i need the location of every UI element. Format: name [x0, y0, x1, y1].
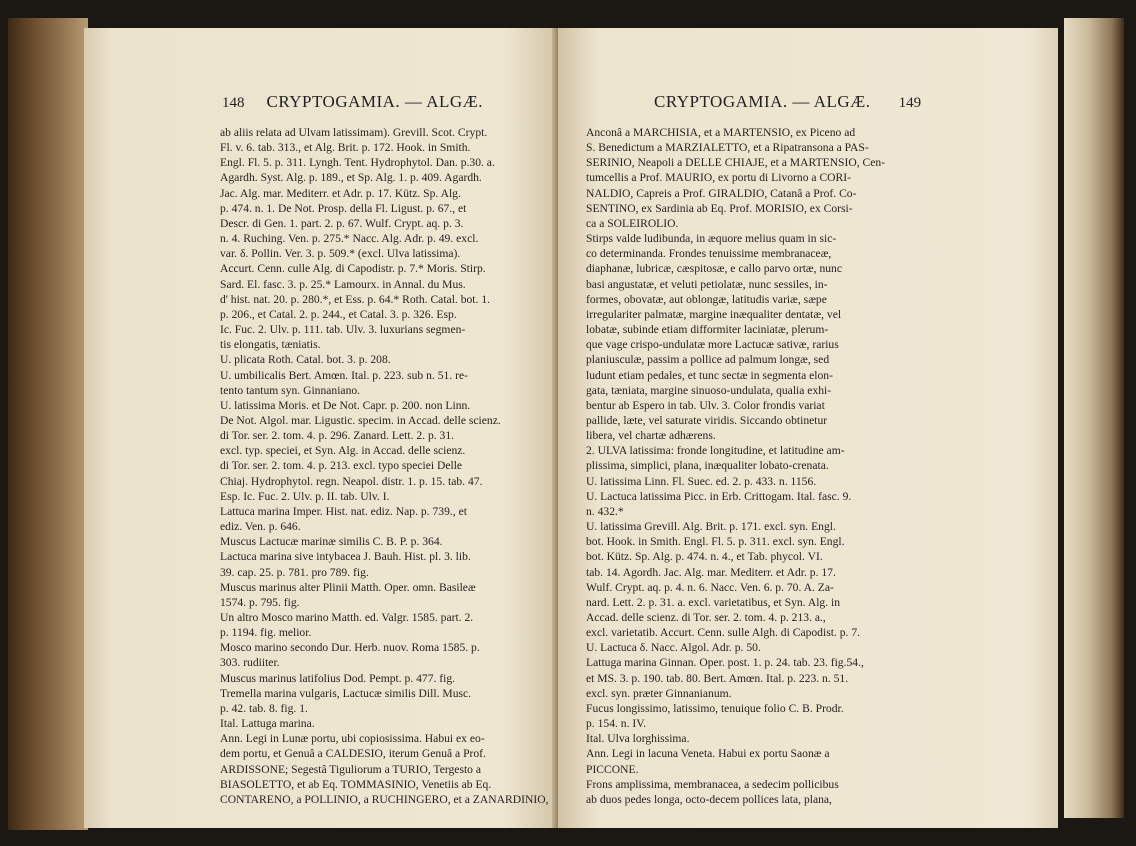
text-line: n. 4. Ruching. Ven. p. 275.* Nacc. Alg. Adr. p. 49. excl.: [220, 232, 479, 246]
text-line: Tremella marina vulgaris, Lactucæ similis Dill. Musc.: [220, 686, 472, 700]
text-line: NALDIO, Capreis a Prof. GIRALDIO, Catanâ a Prof. Co-: [586, 186, 857, 200]
text-line: Muscus Lactucæ marinæ similis C. B. P. p. 364.: [220, 535, 443, 549]
text-line: diaphanæ, lubricæ, cæspitosæ, e callo parvo ortæ, nunc: [586, 262, 842, 276]
text-line: CONTARENO, a POLLINIO, a RUCHINGERO, et a ZANARDINIO,: [220, 792, 549, 806]
text-line: ludunt etiam pedales, et tunc sectæ in segmenta elon-: [586, 368, 833, 382]
text-line: ediz. Ven. p. 646.: [220, 520, 301, 534]
text-line: tis elongatis, tæniatis.: [220, 338, 321, 352]
text-line: p. 206., et Catal. 2. p. 244., et Catal. 3. p. 326. Esp.: [220, 307, 457, 321]
text-line: U. plicata Roth. Catal. bot. 3. p. 208.: [220, 353, 391, 367]
text-line: p. 154. n. IV.: [586, 717, 647, 731]
text-line: Ic. Fuc. 2. Ulv. p. 111. tab. Ulv. 3. luxurians segmen-: [220, 323, 466, 337]
text-line: p. 1194. fig. melior.: [220, 626, 312, 640]
text-line: que vage crispo-undulatæ more Lactucæ sativæ, rarius: [586, 338, 839, 352]
text-line: Accad. delle scienz. di Tor. ser. 2. tom. 4. p. 213. a.,: [586, 611, 826, 624]
text-line: S. Benedictum a MARZIALETTO, et a Ripatransona a PAS-: [586, 141, 869, 155]
text-line: excl. syn. præter Ginnanianum.: [586, 686, 732, 700]
text-line: n. 432.*: [586, 504, 624, 518]
text-line: Muscus marinus alter Plinii Matth. Oper. omn. Basileæ: [220, 580, 476, 594]
text-line: Sard. El. fasc. 3. p. 25.* Lamourx. in Annal. du Mus.: [220, 277, 466, 291]
text-line: SERINIO, Neapoli a DELLE CHIAJE, et a MARTENSIO, Cen-: [586, 156, 886, 170]
left-page-number: 148: [222, 95, 245, 111]
text-line: dem portu, et Genuâ a CALDESIO, iterum Genuâ a Prof.: [220, 747, 486, 761]
text-line: 303. rudiiter.: [220, 656, 280, 670]
text-line: excl. typ. speciei, et Syn. Alg. in Accad. delle scienz.: [220, 444, 466, 458]
text-line: U. latissima Linn. Fl. Suec. ed. 2. p. 433. n. 1156.: [586, 474, 817, 488]
text-line: BIASOLETTO, et ab Eq. TOMMASINIO, Venetiis ab Eq.: [220, 777, 492, 791]
text-line: bot. Kütz. Sp. Alg. p. 474. n. 4., et Tab. phycol. VI.: [586, 550, 823, 564]
text-line: U. Lactuca latissima Picc. in Erb. Crittogam. Ital. fasc. 9.: [586, 489, 852, 503]
text-line: Lattuca marina Imper. Hist. nat. ediz. Nap. p. 739., et: [220, 504, 467, 518]
left-cover: [8, 18, 88, 830]
text-line: ARDISSONE; Segestâ Tiguliorum a TURIO, Tergesto a: [220, 762, 482, 776]
right-running-title: CRYPTOGAMIA. — ALGÆ.: [654, 92, 871, 111]
left-page: [84, 28, 560, 828]
text-line: ab aliis relata ad Ulvam latissimam). Grevill. Scot. Crypt.: [220, 126, 488, 139]
text-line: U. latissima Grevill. Alg. Brit. p. 171. excl. syn. Engl.: [586, 520, 836, 534]
text-line: Ann. Legi in lacuna Veneta. Habui ex portu Saonæ a: [586, 747, 830, 761]
left-running-title: CRYPTOGAMIA. — ALGÆ.: [266, 92, 484, 111]
text-line: Ital. Lattuga marina.: [220, 717, 315, 731]
text-line: Chiaj. Hydrophytol. regn. Neapol. distr. 1. p. 15. tab. 47.: [220, 474, 483, 488]
text-line: plissima, simplici, plana, inæqualiter lobato-crenata.: [586, 459, 829, 473]
text-line: Engl. Fl. 5. p. 311. Lyngh. Tent. Hydrophytol. Dan. p.30. a.: [220, 156, 495, 170]
text-line: excl. varietatib. Accurt. Cenn. sulle Algh. di Capodist. p. 7.: [586, 626, 861, 640]
text-line: Ann. Legi in Lunæ portu, ubi copiosissima. Habui ex eo-: [220, 732, 485, 746]
text-line: Ital. Ulva lorghissima.: [586, 732, 690, 746]
text-line: De Not. Algol. mar. Ligustic. specim. in Accad. delle scienz.: [220, 413, 501, 427]
text-line: 1574. p. 795. fig.: [220, 595, 300, 609]
text-line: SENTINO, ex Sardinia ab Eq. Prof. MORISIO, ex Corsi-: [586, 201, 853, 215]
text-line: formes, obovatæ, aut oblongæ, latitudis variæ, sæpe: [586, 292, 827, 306]
right-page: [558, 28, 1058, 828]
text-line: Wulf. Crypt. aq. p. 4. n. 6. Nacc. Ven. 6. p. 70. A. Za-: [586, 580, 834, 594]
text-line: co determinanda. Frondes tenuissime membranaceæ,: [586, 247, 832, 261]
text-line: p. 474. n. 1. De Not. Prosp. della Fl. Ligust. p. 67., et: [220, 201, 467, 215]
text-line: et MS. 3. p. 190. tab. 80. Bert. Amœn. Ital. p. 223. n. 51.: [586, 671, 849, 685]
text-line: bot. Hook. in Smith. Engl. Fl. 5. p. 311. excl. syn. Engl.: [586, 535, 845, 549]
right-page-header: [654, 92, 921, 112]
text-line: planiusculæ, passim a pollice ad palmum longæ, sed: [586, 353, 830, 367]
left-page-header: [222, 92, 483, 112]
text-line: 2. ULVA latissima: fronde longitudine, et latitudine am-: [586, 444, 845, 458]
text-line: Esp. Ic. Fuc. 2. Ulv. p. II. tab. Ulv. I.: [220, 489, 390, 503]
text-line: Muscus marinus latifolius Dod. Pempt. p. 477. fig.: [220, 671, 456, 685]
text-line: gata, tæniata, margine sinuoso-undulata, qualia exhi-: [586, 383, 832, 397]
text-line: Un altro Mosco marino Matth. ed. Valgr. 1585. part. 2.: [220, 611, 474, 624]
text-line: Agardh. Syst. Alg. p. 189., et Sp. Alg. 1. p. 409. Agardh.: [220, 171, 482, 185]
text-line: tab. 14. Agordh. Jac. Alg. mar. Mediterr. et Adr. p. 17.: [586, 565, 836, 579]
text-line: 39. cap. 25. p. 781. pro 789. fig.: [220, 565, 369, 579]
left-page-text: [220, 125, 560, 807]
text-line: var. δ. Pollin. Ver. 3. p. 509.* (excl. Ulva latissima).: [220, 247, 461, 261]
text-line: U. Lactuca δ. Nacc. Algol. Adr. p. 50.: [586, 641, 761, 655]
text-line: PICCONE.: [586, 762, 639, 776]
text-line: pallide, læte, vel saturate viridis. Siccando obtinetur: [586, 413, 828, 427]
text-line: bentur ab Espero in tab. Ulv. 3. Color frondis variat: [586, 398, 825, 412]
text-line: d' hist. nat. 20. p. 280.*, et Ess. p. 64.* Roth. Catal. bot. 1.: [220, 292, 491, 306]
text-line: basi angustatæ, et veluti petiolatæ, nunc sessiles, in-: [586, 277, 828, 291]
text-line: ab duos pedes longa, octo-decem pollices lata, plana,: [586, 792, 832, 806]
text-line: U. umbilicalis Bert. Amœn. Ital. p. 223. sub n. 51. re-: [220, 368, 468, 382]
text-line: p. 42. tab. 8. fig. 1.: [220, 701, 308, 715]
text-line: tento tantum syn. Ginnaniano.: [220, 383, 361, 397]
text-line: Fl. v. 6. tab. 313., et Alg. Brit. p. 172. Hook. in Smith.: [220, 141, 471, 155]
text-line: irregulariter palmatæ, margine inæqualiter dentatæ, vel: [586, 307, 842, 321]
text-line: Anconâ a MARCHISIA, et a MARTENSIO, ex Piceno ad: [586, 126, 856, 139]
right-page-text: [586, 125, 1004, 807]
text-line: Lattuga marina Ginnan. Oper. post. 1. p. 24. tab. 23. fig.54.,: [586, 656, 864, 670]
text-line: Lactuca marina sive intybacea J. Bauh. Hist. pl. 3. lib.: [220, 550, 471, 564]
text-line: Jac. Alg. mar. Mediterr. et Adr. p. 17. Kütz. Sp. Alg.: [220, 186, 461, 200]
text-line: ca a SOLEIROLIO.: [586, 216, 679, 230]
text-line: Mosco marino secondo Dur. Herb. nuov. Roma 1585. p.: [220, 641, 480, 655]
right-page-number: 149: [898, 95, 922, 111]
text-line: di Tor. ser. 2. tom. 4. p. 213. excl. typo speciei Delle: [220, 459, 463, 473]
text-line: U. latissima Moris. et De Not. Capr. p. 200. non Linn.: [220, 398, 471, 412]
text-line: lobatæ, subinde etiam difformiter laciniatæ, plerum-: [586, 323, 829, 337]
text-line: Descr. di Gen. 1. part. 2. p. 67. Wulf. Crypt. aq. p. 3.: [220, 216, 464, 230]
text-line: libera, vel chartæ adhærens.: [586, 429, 716, 443]
text-line: di Tor. ser. 2. tom. 4. p. 296. Zanard. Lett. 2. p. 31.: [220, 429, 455, 443]
text-line: Accurt. Cenn. culle Alg. di Capodistr. p. 7.* Moris. Stirp.: [220, 262, 486, 276]
text-line: tumcellis a Prof. MAURIO, ex portu di Livorno a CORI-: [586, 171, 852, 185]
right-page-edges: [1064, 18, 1124, 818]
text-line: nard. Lett. 2. p. 31. a. excl. varietatibus, et Syn. Alg. in: [586, 595, 841, 609]
text-line: Stirps valde ludibunda, in æquore melius quam in sic-: [586, 232, 837, 246]
text-line: Fucus longissimo, latissimo, tenuique folio C. B. Prodr.: [586, 701, 844, 715]
text-line: Frons amplissima, membranacea, a sedecim pollicibus: [586, 777, 839, 791]
